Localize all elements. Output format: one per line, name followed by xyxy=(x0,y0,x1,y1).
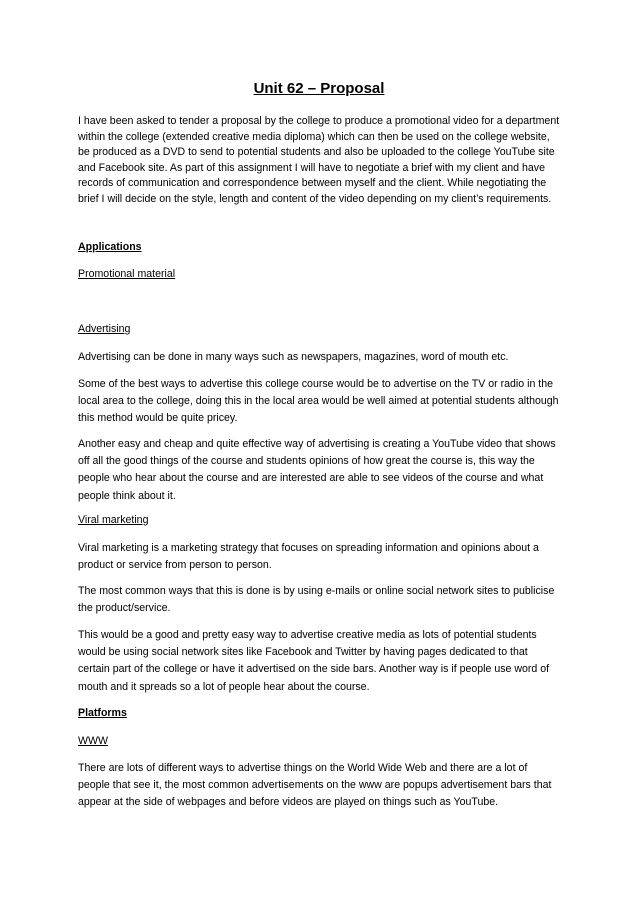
advertising-paragraph-1: Advertising can be done in many ways such as newspapers, magazines, word of mouth etc. xyxy=(78,351,509,363)
advertising-paragraph-2: Some of the best ways to advertise this college course would be to advertise on the TV or radio in the local area to the college, doing this in the local area would be well aimed at potential students although this method would be quite pricey. xyxy=(78,378,559,425)
viral-paragraph-2: The most common ways that this is done is by using e-mails or online social network sites to publicise the product/service. xyxy=(78,585,555,615)
intro-paragraph: I have been asked to tender a proposal by the college to produce a promotional video for a department within the college (extended creative media diploma) which can then be used on the college website, be produced as a DVD to send to potential students and also be uploaded to the college YouTube site and Facebook site. As part of this assignment I will have to negotiate a brief with my client and have records of communication and correspondence between myself and the client. While negotiating the brief I will decide on the style, length and content of the video depending on my client’s requirements. xyxy=(78,115,560,205)
page-title: Unit 62 – Proposal xyxy=(253,80,385,97)
platforms-heading: Platforms xyxy=(78,707,127,719)
applications-heading: Applications xyxy=(78,241,142,253)
advertising-heading: Advertising xyxy=(78,323,131,335)
www-paragraph-1: There are lots of different ways to advertise things on the World Wide Web and there are a lot of people that see it, the most common advertisements on the www are popups advertisement bars that appear at the side of webpages and before videos are played on things such as YouTube. xyxy=(78,762,552,809)
www-heading: WWW xyxy=(78,735,108,747)
advertising-paragraph-3: Another easy and cheap and quite effective way of advertising is creating a YouTube video that shows off all the good things of the course and students opinions of how great the course is, this way the people who hear about the course and are interested are able to see videos of the course and what people think about it. xyxy=(78,438,556,502)
promotional-material-heading: Promotional material xyxy=(78,268,176,280)
viral-paragraph-3: This would be a good and pretty easy way to advertise creative media as lots of potential students would be using social network sites like Facebook and Twitter by having pages dedicated to that certain part of the college or have it advertised on the side bars. Another way is if people use word of mouth and it spreads so a lot of people hear about the course. xyxy=(78,629,550,693)
viral-marketing-heading: Viral marketing xyxy=(78,514,149,526)
viral-paragraph-1: Viral marketing is a marketing strategy that focuses on spreading information and opinions about a product or service from person to person. xyxy=(78,542,539,572)
